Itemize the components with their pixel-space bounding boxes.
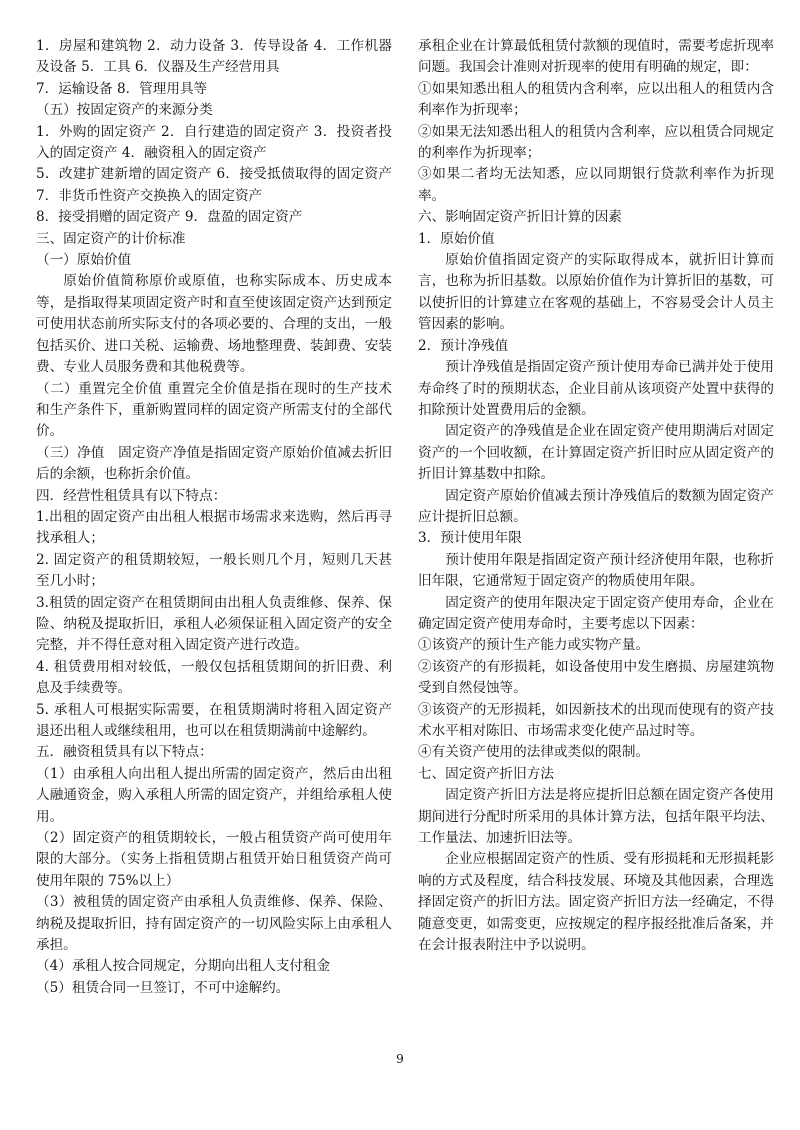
- paragraph: （2）固定资产的租赁期较长，一般占租赁资产尚可使用年限的大部分。（实务上指租赁期占租赁开始日租赁资产尚可使用年限的 75%以上）: [36, 830, 392, 889]
- paragraph: 4. 租赁费用相对较低，一般仅包括租赁期间的折旧费、利息及手续费等。: [36, 658, 392, 697]
- paragraph: 1.出租的固定资产由出租人根据市场需求来选购，然后再寻找承租人；: [36, 508, 392, 547]
- paragraph: 1．外购的固定资产 2．自行建造的固定资产 3．投资者投入的固定资产 4．融资租入的固定资产: [36, 123, 392, 162]
- paragraph: 固定资产折旧方法是将应提折旧总额在固定资产各使用期间进行分配时所采用的具体计算方法，包括年限平均法、工作量法、加速折旧法等。: [418, 787, 774, 847]
- paragraph: 七、固定资产折旧方法: [418, 765, 554, 782]
- paragraph: 3.租赁的固定资产在租赁期间由出租人负责维修、保养、保险、纳税及提取折旧，承租人必须保证租入固定资产的安全完整，并不得任意对租入固定资产进行改造。: [36, 594, 392, 654]
- paragraph: 五．融资租赁具有以下特点：: [36, 744, 213, 761]
- paragraph: （三）净值 固定资产净值是指固定资产原始价值减去折旧后的余额，也称折余价值。: [36, 444, 392, 483]
- page-number: 9: [396, 1052, 404, 1066]
- right-column: [418, 36, 774, 956]
- left-column: [36, 36, 392, 999]
- paragraph: （3）被租赁的固定资产由承租人负责维修、保养、保险、纳税及提取折旧，持有固定资产的一切风险实际上由承租人承担。: [36, 894, 392, 954]
- paragraph: 原始价值简称原价或原值，也称实际成本、历史成本等，是指取得某项固定资产时和直至使该固定资产达到预定可使用状态前所实际支付的各项必要的、合理的支出，一般包括买价、进口关税、运输费、场地整理费、装卸费、安装费、专业人员服务费和其他税费等。: [36, 273, 392, 376]
- paragraph: （一）原始价值: [36, 252, 132, 269]
- paragraph: 四．经营性租赁具有以下特点：: [36, 487, 227, 504]
- paragraph: 3．预计使用年限: [418, 530, 522, 547]
- paragraph: 预计使用年限是指固定资产预计经济使用年限，也称折旧年限，它通常短于固定资产的物质使用年限。: [418, 551, 774, 590]
- paragraph: 固定资产的使用年限决定于固定资产使用寿命，企业在确定固定资产使用寿命时，主要考虑以下因素：: [418, 594, 774, 632]
- paragraph: 固定资产原始价值减去预计净残值后的数额为固定资产应计提折旧总额。: [418, 487, 774, 525]
- paragraph: 三、固定资产的计价标准: [36, 230, 186, 247]
- paragraph: 承租企业在计算最低租赁付款额的现值时，需要考虑折现率问题。我国会计准则对折现率的使用有明确的规定，即：: [418, 38, 774, 76]
- paragraph: 企业应根据固定资产的性质、受有形损耗和无形损耗影响的方式及程度，结合科技发展、环境及其他因素，合理选择固定资产的折旧方法。固定资产折旧方法一经确定，不得随意变更，如需变更，应按规定的程序报经批准后备案，并在会计报表附注中予以说明。: [418, 851, 774, 954]
- paragraph: ②如果无法知悉出租人的租赁内含利率，应以租赁合同规定的利率作为折现率；: [418, 123, 774, 162]
- paragraph: （5）租赁合同一旦签订，不可中途解约。: [36, 979, 290, 996]
- paragraph: 5．改建扩建新增的固定资产 6．接受抵债取得的固定资产 7．非货币性资产交换换入的固定资产: [36, 166, 392, 204]
- paragraph: ②该资产的有形损耗，如设备使用中发生磨损、房屋建筑物受到自然侵蚀等。: [418, 658, 774, 697]
- paragraph: （五）按固定资产的来源分类: [36, 102, 213, 119]
- paragraph: 8．接受捐赠的固定资产 9．盘盈的固定资产: [36, 209, 303, 226]
- paragraph: 六、影响固定资产折旧计算的因素: [418, 209, 622, 226]
- paragraph: 预计净残值是指固定资产预计使用寿命已满并处于使用寿命终了时的预期状态，企业目前从该项资产处置中获得的扣除预计处置费用后的金额。: [418, 359, 774, 418]
- paragraph: 2．预计净残值: [418, 337, 509, 354]
- paragraph: 1．原始价值: [418, 230, 495, 247]
- paragraph: 7．运输设备 8．管理用具等: [36, 80, 208, 97]
- paragraph: 5. 承租人可根据实际需要，在租赁期满时将租入固定资产退还出租人或继续租用，也可以在租赁期满前中途解约。: [36, 701, 392, 739]
- paragraph: 固定资产的净残值是企业在固定资产使用期满后对固定资产的一个回收额，在计算固定资产折旧时应从固定资产的折旧计算基数中扣除。: [418, 423, 774, 483]
- paragraph: ①该资产的预计生产能力或实物产量。: [418, 637, 650, 654]
- paragraph: 原始价值指固定资产的实际取得成本，就折旧计算而言，也称为折旧基数。以原始价值作为计算折旧的基数，可以使折旧的计算建立在客观的基础上，不容易受会计人员主管因素的影响。: [418, 252, 774, 333]
- paragraph: ③如果二者均无法知悉，应以同期银行贷款利率作为折现率。: [418, 166, 774, 204]
- paragraph: （二）重置完全价值 重置完全价值是指在现时的生产技术和生产条件下，重新购置同样的固定资产所需支付的全部代价。: [36, 380, 392, 440]
- paragraph: 2. 固定资产的租赁期较短，一般长则几个月，短则几天甚至几小时；: [36, 551, 392, 590]
- paragraph: ④有关资产使用的法律或类似的限制。: [418, 744, 650, 761]
- paragraph: （1）由承租人向出租人提出所需的固定资产，然后由出租人融通资金，购入承租人所需的固定资产，并组给承租人使用。: [36, 765, 392, 825]
- paragraph: （4）承租人按合同规定，分期向出租人支付租金: [36, 958, 331, 975]
- paragraph: ①如果知悉出租人的租赁内含利率，应以出租人的租赁内含利率作为折现率；: [418, 80, 774, 119]
- paragraph: ③该资产的无形损耗，如因新技术的出现而使现有的资产技术水平相对陈旧、市场需求变化使产品过时等。: [418, 701, 774, 739]
- paragraph: 1．房屋和建筑物 2．动力设备 3．传导设备 4．工作机器及设备 5．工具 6．仪器及生产经营用具: [36, 38, 392, 76]
